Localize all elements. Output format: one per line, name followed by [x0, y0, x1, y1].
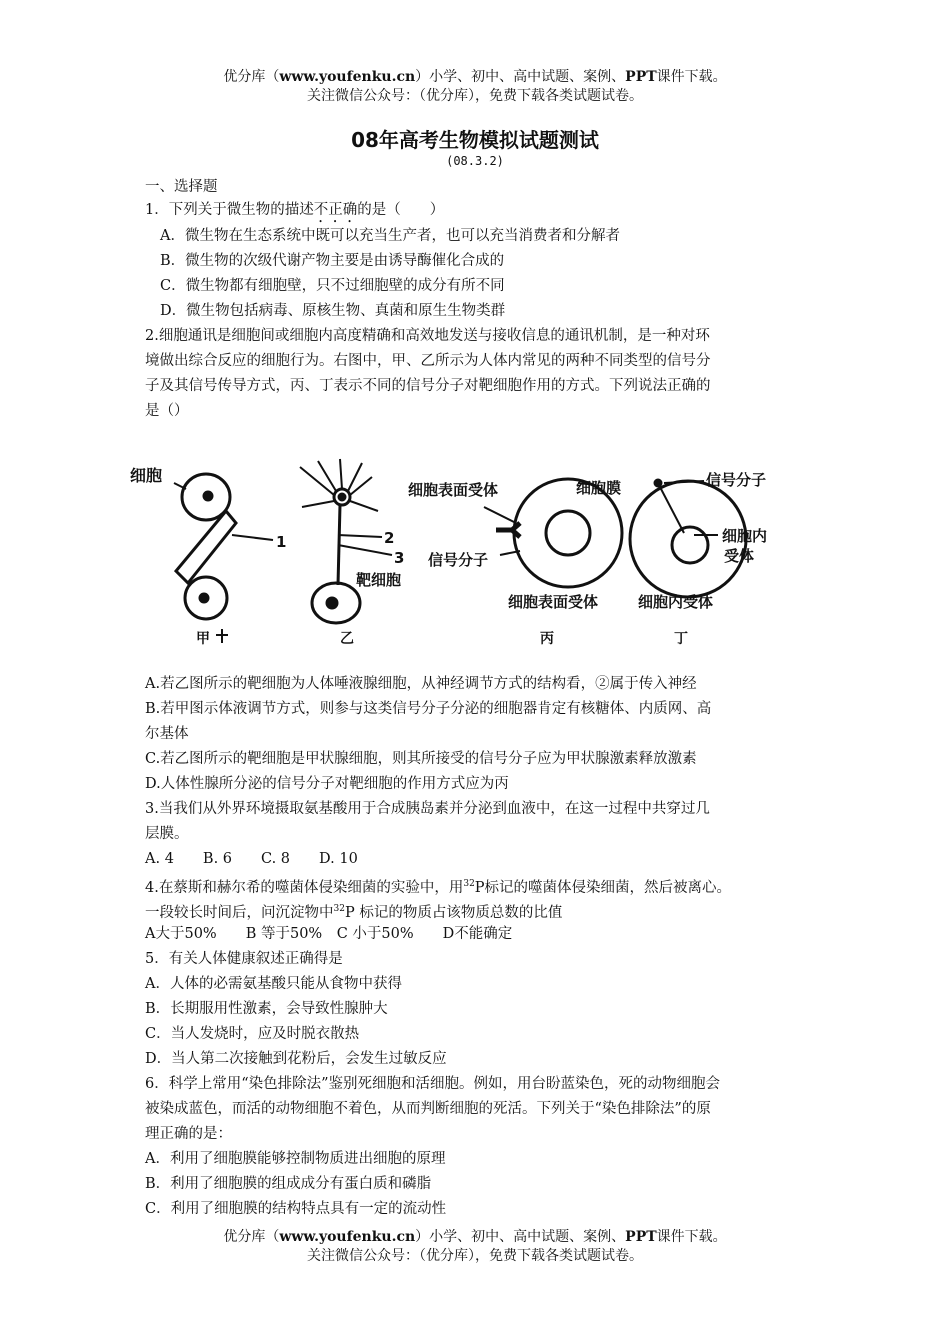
- fig-label-cell: 细胞: [130, 466, 163, 485]
- fig-caption-yi: 乙: [340, 631, 354, 647]
- footer-text: ）小学、初中、高中试题、案例、: [415, 1229, 626, 1245]
- footer-line-1: [0, 1228, 950, 1246]
- q2-option-b: B.若甲图示体液调节方式，则参与这类信号分子分泌的细胞器肯定有核糖体、内质网、高: [145, 701, 712, 717]
- q2-option-d: D.人体性腺所分泌的信号分子对靶细胞的作用方式应为丙: [145, 776, 509, 792]
- q5-option-a: A．人体的必需氨基酸只能从食物中获得: [145, 976, 402, 992]
- fig-label-inner-receptor-b: 受体: [724, 547, 755, 565]
- header-site: www.youfenku.cn: [279, 69, 416, 85]
- fig-caption-jia: 甲: [196, 631, 210, 647]
- yi-label-2-pointer: [338, 535, 382, 537]
- yi-neuron-nucleus: [339, 494, 345, 500]
- fig-label-membrane: 细胞膜: [576, 479, 622, 497]
- page-date: (08.3.2): [446, 154, 504, 168]
- q4-stem-line: [145, 900, 562, 922]
- q2-stem-line: 是（）: [145, 403, 189, 419]
- fig-label-inner-receptor-a: 细胞内: [722, 527, 768, 545]
- q2-option-c: C.若乙图所示的靶细胞是甲状腺细胞，则其所接受的信号分子应为甲状腺激素释放激素: [145, 751, 697, 767]
- section-heading: 一、选择题: [145, 179, 218, 195]
- q6-stem-line: 被染成蓝色，而活的动物细胞不着色，从而判断细胞的死活。下列关于“染色排除法”的原: [145, 1101, 711, 1117]
- fig-label-signal-molecule-ding: 信号分子: [706, 471, 767, 489]
- yi-target-nucleus: [327, 598, 337, 608]
- q1-stem-part: 1．下列关于微生物的描述: [145, 202, 314, 218]
- header-line-1: [0, 68, 950, 86]
- ding-nucleus: [672, 527, 708, 563]
- ding-signal-molecule: [655, 480, 661, 486]
- q2-stem-line: 子及其信号传导方式，丙、丁表示不同的信号分子对靶细胞作用的方式。下列说法正确的: [145, 378, 711, 394]
- bing-nucleus: [546, 511, 590, 555]
- fig-caption-bing: 丙: [540, 631, 554, 647]
- fig-label-1: 1: [276, 533, 287, 551]
- footer-text: 课件下载。: [656, 1229, 727, 1245]
- q6-stem-line: 6．科学上常用“染色排除法”鉴别死细胞和活细胞。例如，用台盼蓝染色，死的动物细胞会: [145, 1076, 721, 1092]
- header-text: ）小学、初中、高中试题、案例、: [415, 69, 626, 85]
- ding-signal-path: [660, 487, 684, 533]
- q1-stem-emphasis: 不正确: [313, 202, 358, 218]
- jia-label-1-pointer: [232, 535, 273, 540]
- fig-label-target-cell: 靶细胞: [356, 571, 402, 589]
- q4-superscript: 32: [463, 879, 475, 889]
- header-ppt: PPT: [625, 69, 657, 85]
- q3-options: A. 4 B. 6 C. 8 D. 10: [145, 851, 358, 867]
- header-line-2: 关注微信公众号：（优分库），免费下载各类试题试卷。: [307, 88, 643, 104]
- footer-site: www.youfenku.cn: [279, 1229, 416, 1245]
- page-title: 08年高考生物模拟试题测试: [351, 128, 599, 152]
- q1-stem: [145, 201, 444, 226]
- header-text: 优分库（: [223, 69, 280, 85]
- q3-stem-line: 层膜。: [145, 826, 189, 842]
- jia-blood-vessel: [176, 511, 236, 583]
- q3-stem-line: 3.当我们从外界环境摄取氨基酸用于合成胰岛素并分泌到血液中，在这一过程中共穿过几: [145, 801, 710, 817]
- bing-signal-molecule: [496, 523, 520, 537]
- jia-nucleus: [204, 492, 212, 500]
- q4-superscript: 32: [333, 904, 345, 914]
- q4-text: 一段较长时间后，问沉淀物中: [145, 904, 334, 921]
- footer-line-2: 关注微信公众号：（优分库），免费下载各类试题试卷。: [307, 1248, 643, 1264]
- jia-label-glyph: [216, 629, 228, 643]
- q4-options: A大于50% B 等于50% C 小于50% D不能确定: [145, 926, 513, 942]
- q1-option-c: C．微生物都有细胞壁，只不过细胞壁的成分有所不同: [160, 278, 505, 294]
- fig-label-2: 2: [384, 529, 395, 547]
- q2-option-b-cont: 尔基体: [145, 726, 189, 742]
- footer-ppt: PPT: [625, 1229, 657, 1245]
- q6-stem-line: 理正确的是：: [145, 1126, 232, 1142]
- fig-caption-surface-receptor: 细胞表面受体: [508, 593, 599, 611]
- fig-label-surface-receptor: 细胞表面受体: [408, 481, 499, 499]
- q5-option-b: B．长期服用性激素，会导致性腺肿大: [145, 1001, 388, 1017]
- fig-caption-ding: 丁: [674, 631, 688, 647]
- q4-text: P 标记的物质占该物质总数的比值: [344, 904, 563, 921]
- cell-signaling-figure: [128, 455, 788, 655]
- fig-label-3: 3: [394, 549, 405, 567]
- q4-stem-line: [145, 875, 731, 897]
- header-text: 课件下载。: [656, 69, 727, 85]
- q2-stem-line: 境做出综合反应的细胞行为。右图中，甲、乙所示为人体内常见的两种不同类型的信号分: [145, 353, 711, 369]
- q5-option-c: C．当人发烧时，应及时脱衣散热: [145, 1026, 360, 1042]
- footer-text: 优分库（: [223, 1229, 280, 1245]
- q2-option-a: A.若乙图所示的靶细胞为人体唾液腺细胞，从神经调节方式的结构看，②属于传入神经: [145, 676, 697, 692]
- q6-option-a: A．利用了细胞膜能够控制物质进出细胞的原理: [145, 1151, 446, 1167]
- q5-option-d: D．当人第二次接触到花粉后，会发生过敏反应: [145, 1051, 447, 1067]
- q1-stem-part: 的是（ ）: [357, 202, 445, 218]
- q4-text: 4.在蔡斯和赫尔希的噬菌体侵染细菌的实验中，用: [145, 879, 464, 896]
- q1-option-d: D．微生物包括病毒、原核生物、真菌和原生生物类群: [160, 303, 506, 319]
- fig-label-signal-molecule: 信号分子: [428, 551, 489, 569]
- q6-option-b: B．利用了细胞膜的组成成分有蛋白质和磷脂: [145, 1176, 432, 1192]
- bing-receptor-pointer: [484, 507, 516, 523]
- q5-stem: 5．有关人体健康叙述正确得是: [145, 951, 343, 967]
- fig-caption-inner-receptor: 细胞内受体: [638, 593, 714, 611]
- jia-target-nucleus: [200, 594, 208, 602]
- q4-text: P标记的噬菌体侵染细菌，然后被离心。: [474, 879, 732, 896]
- q1-option-a: A．微生物在生态系统中既可以充当生产者，也可以充当消费者和分解者: [160, 228, 620, 244]
- q2-stem-line: 2.细胞通讯是细胞间或细胞内高度精确和高效地发送与接收信息的通讯机制，是一种对环: [145, 328, 710, 344]
- q6-option-c: C．利用了细胞膜的结构特点具有一定的流动性: [145, 1201, 447, 1217]
- q1-option-b: B．微生物的次级代谢产物主要是由诱导酶催化合成的: [160, 253, 505, 269]
